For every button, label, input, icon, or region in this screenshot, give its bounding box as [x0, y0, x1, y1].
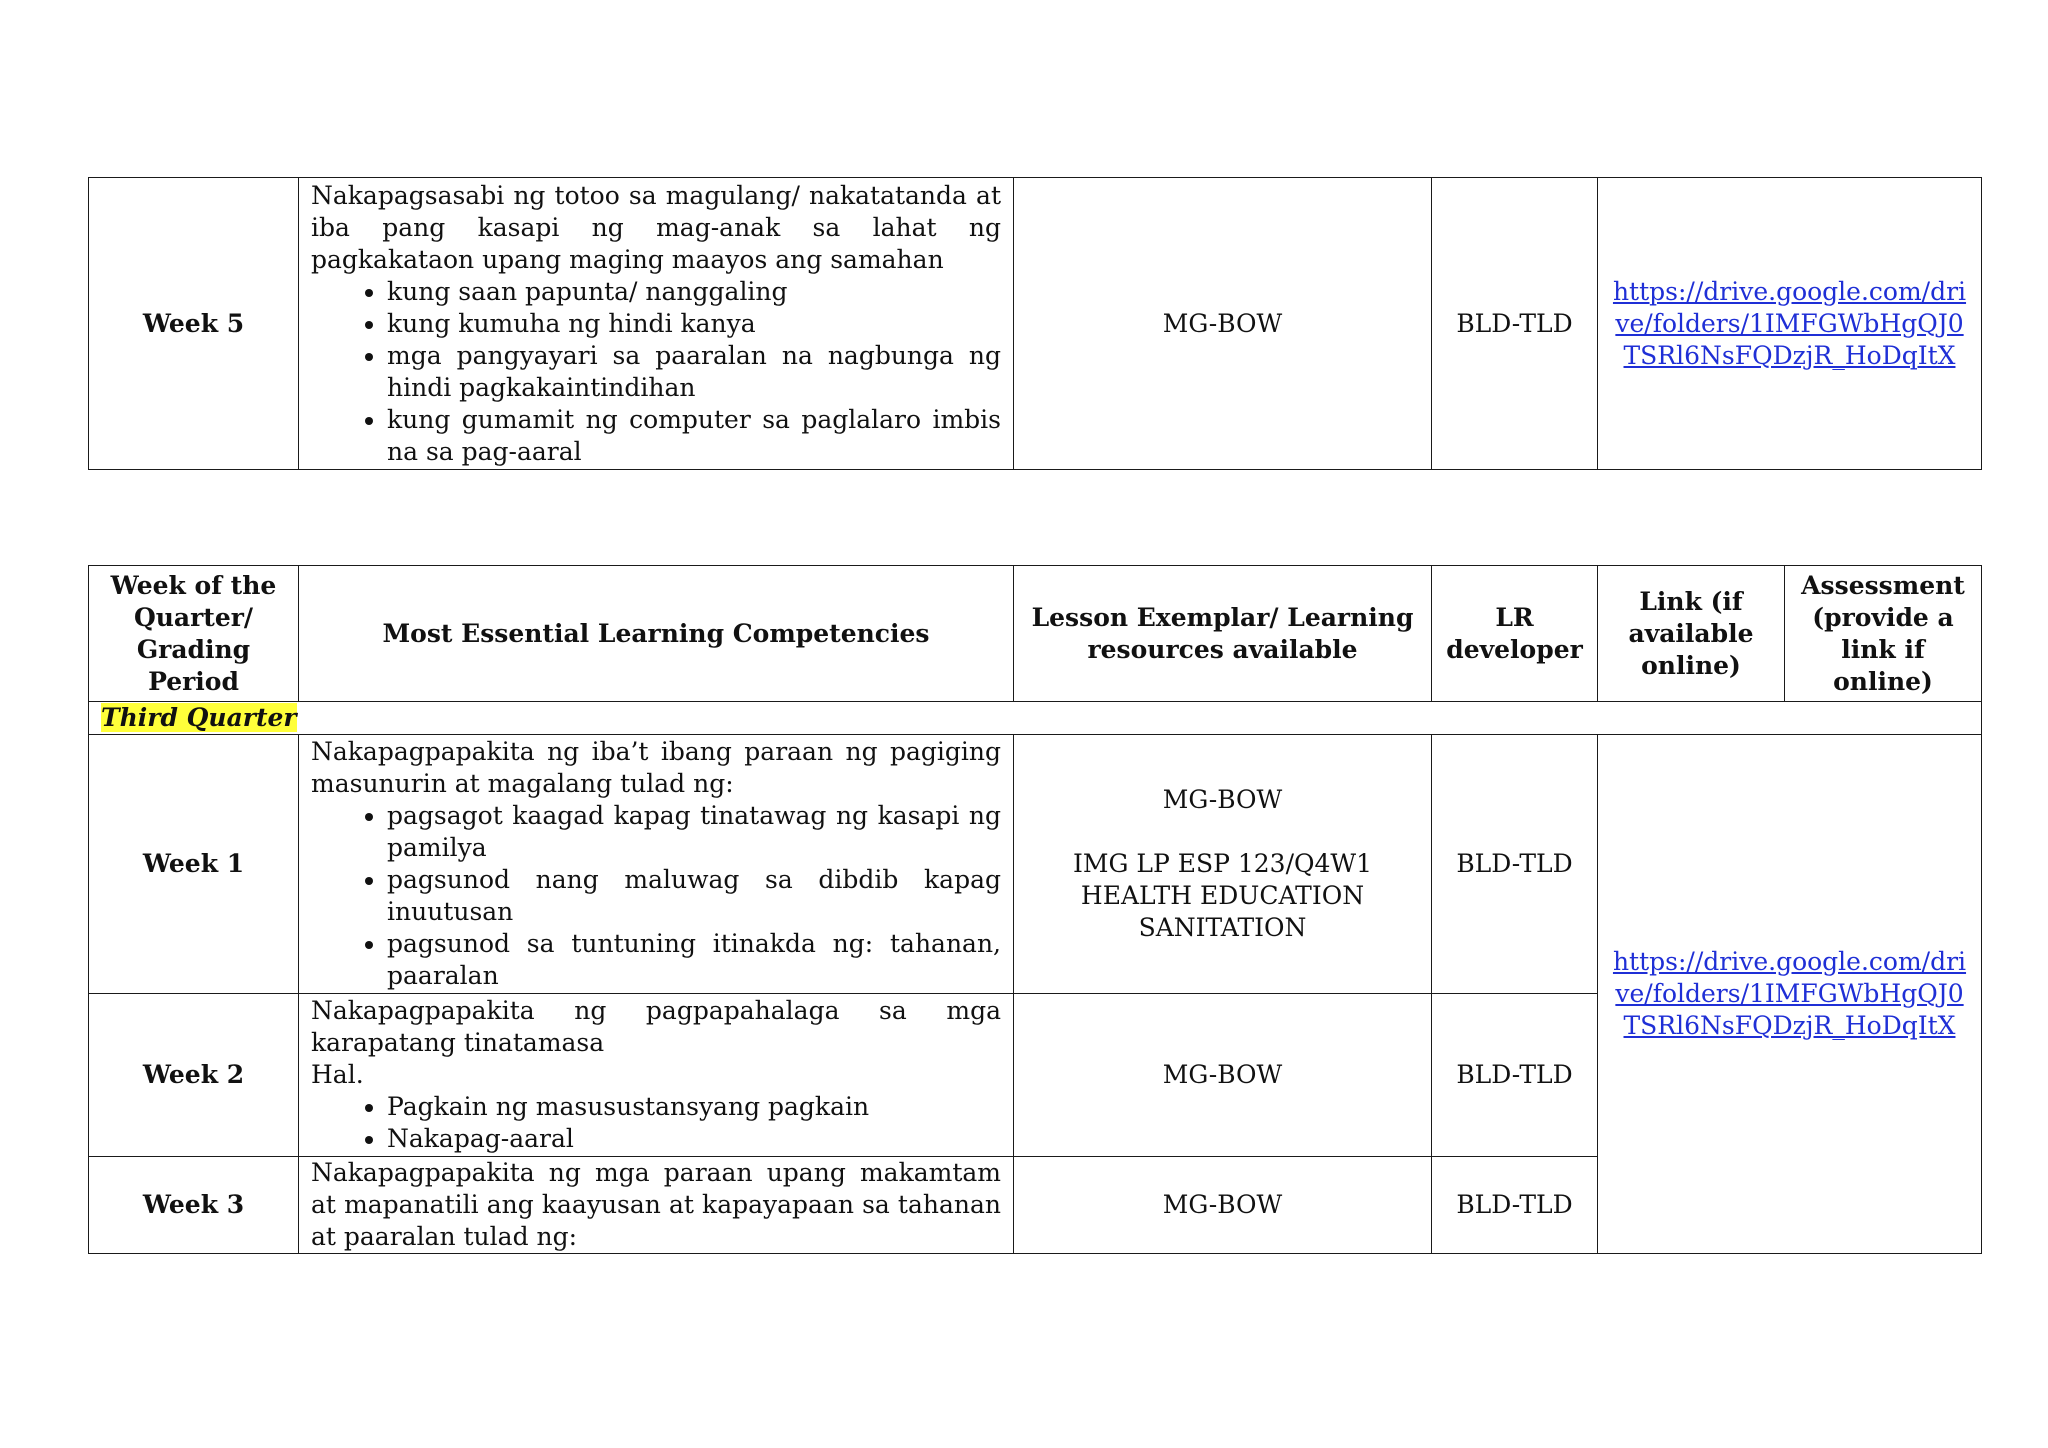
- list-item: • pagsagot kaagad kapag tinatawag ng kasapi ng pamilya: [387, 800, 1001, 864]
- list-item: • Nakapag-aaral: [387, 1123, 1001, 1155]
- competency-intro: Nakapagpapakita ng iba’t ibang paraan ng pagiging masunurin at magalang tulad ng:: [311, 737, 1001, 798]
- week-label: Week 2: [89, 994, 299, 1157]
- header-week: Week of the Quarter/ Grading Period: [89, 566, 299, 702]
- resource-cell: MG-BOW: [1014, 994, 1432, 1157]
- competency-list: [311, 1091, 1001, 1155]
- resource-cell: MG-BOW: [1014, 178, 1432, 470]
- resource-cell: MG-BOW: [1014, 1157, 1432, 1254]
- header-resources: Lesson Exemplar/ Learning resources available: [1014, 566, 1432, 702]
- developer-cell: BLD-TLD: [1432, 735, 1598, 994]
- competency-list: [311, 276, 1001, 468]
- list-item: • kung gumamit ng computer sa paglalaro imbis na sa pag-aaral: [387, 404, 1001, 468]
- table-row: [89, 178, 1982, 470]
- competency-cell: [299, 994, 1014, 1157]
- list-item: • mga pangyayari sa paaralan na nagbunga ng hindi pagkakaintindihan: [387, 340, 1001, 404]
- competency-intro: Nakapagpapakita ng mga paraan upang makamtam at mapanatili ang kaayusan at kapayapaan sa tahanan at paaralan tulad ng:: [311, 1158, 1001, 1251]
- header-developer: LR developer: [1432, 566, 1598, 702]
- resource-line: HEALTH EDUCATION: [1080, 881, 1365, 910]
- header-row: [89, 566, 1982, 702]
- competency-cell: [299, 178, 1014, 470]
- resource-line: [1026, 816, 1419, 848]
- quarter-label: Third Quarter: [101, 703, 297, 732]
- third-quarter-table: [88, 565, 1982, 1254]
- developer-cell: BLD-TLD: [1432, 1157, 1598, 1254]
- resource-line: MG-BOW: [1162, 785, 1283, 814]
- header-assessment: Assessment (provide a link if online): [1785, 566, 1982, 702]
- resource-cell: [1014, 735, 1432, 994]
- resource-line: IMG LP ESP 123/Q4W1: [1072, 849, 1373, 878]
- competency-cell: [299, 735, 1014, 994]
- developer-cell: BLD-TLD: [1432, 178, 1598, 470]
- drive-link[interactable]: https://drive.google.com/drive/folders/1IMFGWbHgQJ0TSRl6NsFQDzjR_HoDqItX: [1598, 735, 1982, 1254]
- week-label: Week 1: [89, 735, 299, 994]
- developer-cell: BLD-TLD: [1432, 994, 1598, 1157]
- drive-link[interactable]: https://drive.google.com/drive/folders/1IMFGWbHgQJ0TSRl6NsFQDzjR_HoDqItX: [1598, 178, 1982, 470]
- table-row: [89, 735, 1982, 994]
- list-item: • Pagkain ng masusustansyang pagkain: [387, 1091, 1001, 1123]
- competency-intro: Nakapagpapakita ng pagpapahalaga sa mga karapatang tinatamasa: [311, 996, 1001, 1057]
- quarter-row: [89, 702, 1982, 735]
- competency-intro: Nakapagsasabi ng totoo sa magulang/ nakatatanda at iba pang kasapi ng mag-anak sa lahat ng pagkakataon upang maging maayos ang samahan: [311, 180, 1001, 274]
- week-label: Week 5: [89, 178, 299, 470]
- header-link: Link (if available online): [1598, 566, 1785, 702]
- header-competencies: Most Essential Learning Competencies: [299, 566, 1014, 702]
- list-item: • kung kumuha ng hindi kanya: [387, 308, 1001, 340]
- list-item: • kung saan papunta/ nanggaling: [387, 276, 1001, 308]
- list-item: • pagsunod nang maluwag sa dibdib kapag inuutusan: [387, 864, 1001, 928]
- list-item: • pagsunod sa tuntuning itinakda ng: tahanan, paaralan: [387, 928, 1001, 992]
- week-label: Week 3: [89, 1157, 299, 1254]
- competency-cell: [299, 1157, 1014, 1254]
- competency-extra: Hal.: [311, 1060, 364, 1089]
- resource-line: SANITATION: [1138, 913, 1307, 942]
- competency-list: [311, 800, 1001, 992]
- week5-table: [88, 177, 1982, 470]
